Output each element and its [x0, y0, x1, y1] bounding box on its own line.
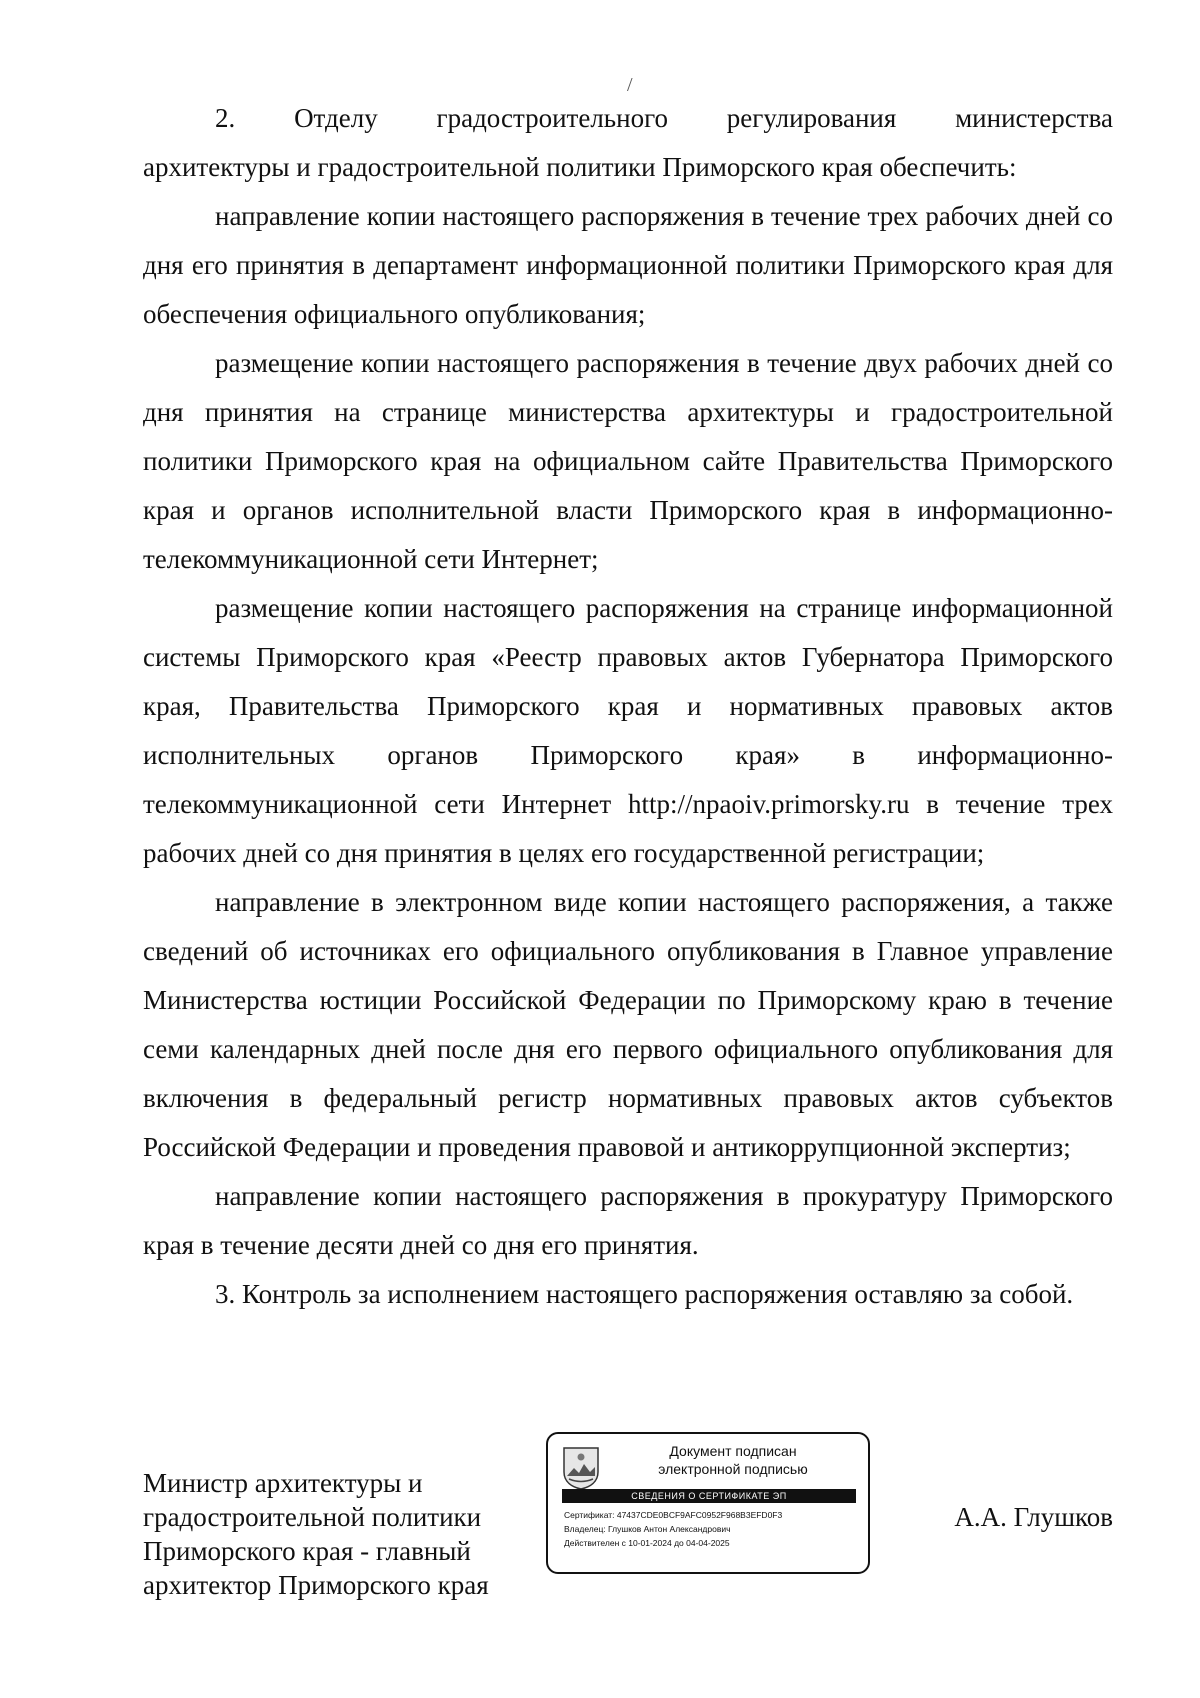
- stamp-owner: Владелец: Глушков Антон Александрович: [564, 1524, 731, 1534]
- paragraph-item-e: направление копии настоящего распоряжения в прокуратуру Приморского края в течение десяти дней со дня его принятия.: [143, 1181, 1113, 1260]
- signer-position-line: архитектор Приморского края: [143, 1570, 489, 1600]
- paragraph-item-b: размещение копии настоящего распоряжения в течение двух рабочих дней со дня принятия на странице министерства архитектуры и градостроительной политики Приморского края на официальном сайте Правительства Приморского края и органов исполнительной власти Приморского края в информационно-телекоммуникационной сети Интернет;: [143, 348, 1113, 574]
- paragraph-3: 3. Контроль за исполнением настоящего распоряжения оставляю за собой.: [215, 1279, 1074, 1309]
- paragraph-item-c: размещение копии настоящего распоряжения на странице информационной системы Приморского края «Реестр правовых актов Губернатора Приморского края, Правительства Приморского края и нормативных правовых актов исполнительных органов Приморского края» в информационно-телекоммуникационной сети Интернет http://npaoiv.primorsky.ru в течение трех рабочих дней со дня принятия в целях его государственной регистрации;: [143, 593, 1113, 868]
- stamp-certificate-number: Сертификат: 47437CDE0BCF9AFC0952F968B3EFD0F3: [564, 1510, 783, 1520]
- p2-word: 2.: [215, 103, 236, 133]
- stamp-title: [608, 1442, 858, 1478]
- p2-word: регулирования: [726, 103, 897, 133]
- p2-word: министерства: [955, 103, 1113, 133]
- stamp-title-line: электронной подписью: [658, 1461, 808, 1477]
- paragraph-item-a: направление копии настоящего распоряжения в течение трех рабочих дней со дня его принятия в департамент информационной политики Приморского края для обеспечения официального опубликования;: [143, 201, 1113, 329]
- p2-word: градостроительного: [436, 103, 668, 133]
- primorsky-coat-of-arms-icon: [562, 1446, 600, 1490]
- signer-position-line: Министр архитектуры и: [143, 1468, 423, 1498]
- stamp-certificate-header: СВЕДЕНИЯ О СЕРТИФИКАТЕ ЭП: [562, 1489, 856, 1503]
- paragraph-2-first-line: [143, 94, 1113, 143]
- signer-name: А.А. Глушков: [954, 1502, 1113, 1532]
- stamp-title-line: Документ подписан: [669, 1443, 797, 1459]
- document-body: [143, 94, 1113, 1319]
- signer-position: [143, 1466, 543, 1602]
- paragraph-item-d: направление в электронном виде копии настоящего распоряжения, а также сведений об источниках его официального опубликования в Главное управление Министерства юстиции Российской Федерации по Приморскому краю в течение семи календарных дней после дня его первого официального опубликования для включения в федеральный регистр нормативных правовых актов субъектов Российской Федерации и проведения правовой и антикоррупционной экспертиз;: [143, 887, 1113, 1162]
- paragraph-2-rest: архитектуры и градостроительной политики Приморского края обеспечить:: [143, 152, 1017, 182]
- electronic-signature-stamp: [546, 1432, 870, 1574]
- signer-position-line: Приморского края - главный: [143, 1536, 471, 1566]
- signer-position-line: градостроительной политики: [143, 1502, 482, 1532]
- page-mark: /: [627, 74, 633, 96]
- p2-word: Отделу: [294, 103, 378, 133]
- stamp-validity: Действителен с 10-01-2024 до 04-04-2025: [564, 1538, 730, 1548]
